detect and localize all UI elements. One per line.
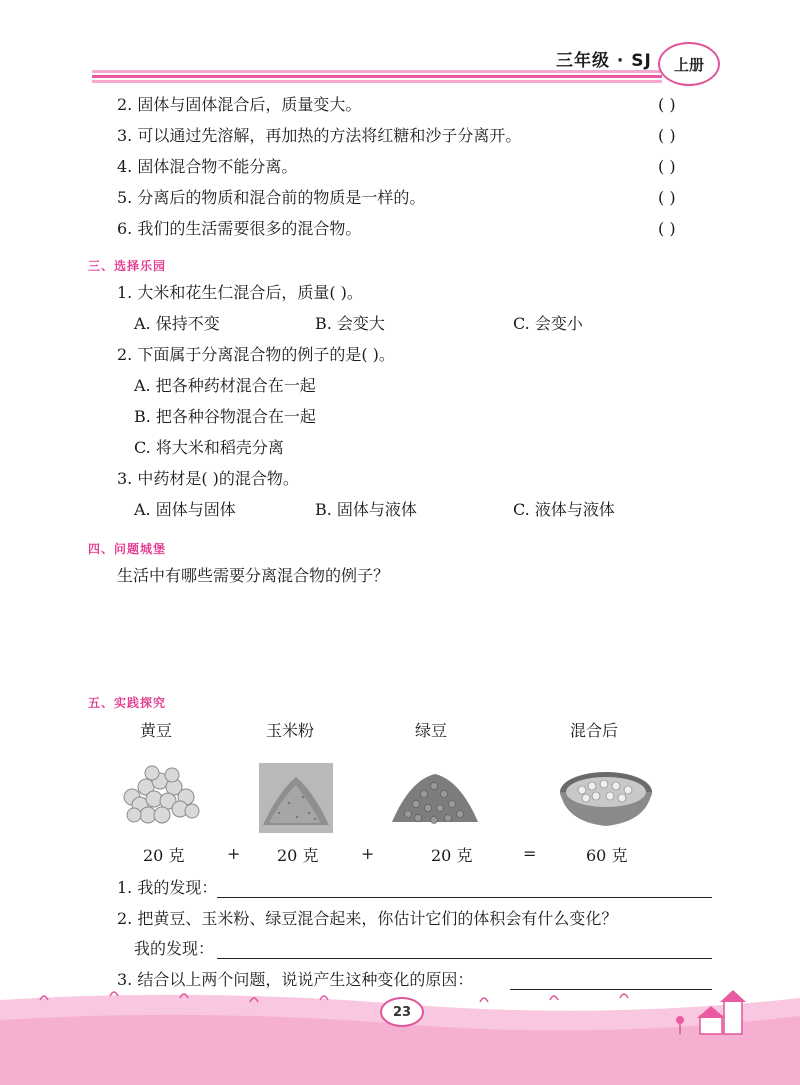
practice-q2: 2. 把黄豆、玉米粉、绿豆混合起来，你估计它们的体积会有什么变化？ — [117, 909, 618, 928]
ingredient-label-mixed: 混合后 — [570, 721, 619, 740]
choice-q1-option-c: C. 会变小 — [513, 314, 583, 333]
judge-item-2: 2. 固体与固体混合后，质量变大。 — [117, 95, 362, 114]
choice-q1-option-b: B. 会变大 — [315, 314, 385, 333]
choice-q3-option-b: B. 固体与液体 — [315, 500, 417, 519]
judge-item-3: 3. 可以通过先溶解，再加热的方法将红糖和沙子分离开。 — [117, 126, 522, 145]
equals-sign: = — [523, 844, 537, 863]
judge-item-4: 4. 固体混合物不能分离。 — [117, 157, 298, 176]
soybean-image — [112, 757, 204, 831]
weight-mixed: 60 克 — [586, 846, 628, 865]
ingredient-label-soybean: 黄豆 — [140, 721, 173, 740]
cornmeal-image — [259, 763, 333, 833]
choice-q2-option-c: C. 将大米和稻壳分离 — [134, 438, 284, 457]
choice-q3-option-a: A. 固体与固体 — [134, 500, 236, 519]
judge-answer-3: ( ) — [658, 126, 676, 145]
weight-mungbean: 20 克 — [431, 846, 473, 865]
answer-line-1[interactable] — [217, 896, 712, 898]
judge-item-5: 5. 分离后的物质和混合前的物质是一样的。 — [117, 188, 426, 207]
choice-q1-option-a: A. 保持不变 — [134, 314, 220, 333]
section-4-title: 四、问题城堡 — [88, 542, 167, 556]
judge-answer-2: ( ) — [658, 95, 676, 114]
weight-cornmeal: 20 克 — [277, 846, 319, 865]
practice-q3: 3. 结合以上两个问题，说说产生这种变化的原因： — [117, 970, 474, 989]
ingredient-label-mungbean: 绿豆 — [415, 721, 448, 740]
practice-q2-answer-label: 我的发现： — [134, 939, 215, 958]
ingredient-label-cornmeal: 玉米粉 — [266, 721, 315, 740]
answer-line-2[interactable] — [217, 957, 712, 959]
mungbean-image — [388, 764, 482, 832]
choice-q3-option-c: C. 液体与液体 — [513, 500, 615, 519]
choice-q3-stem: 3. 中药材是( )的混合物。 — [117, 469, 299, 488]
judge-answer-6: ( ) — [658, 219, 676, 238]
judge-answer-5: ( ) — [658, 188, 676, 207]
choice-q2-option-b: B. 把各种谷物混合在一起 — [134, 407, 316, 426]
grade-label: 三年级 · SJ — [556, 51, 652, 71]
weight-soybean: 20 克 — [143, 846, 185, 865]
plus-sign-1: + — [227, 844, 241, 863]
practice-q1: 1. 我的发现： — [117, 878, 218, 897]
plus-sign-2: + — [361, 844, 375, 863]
volume-badge: 上册 — [658, 42, 720, 86]
choice-q1-stem: 1. 大米和花生仁混合后，质量( )。 — [117, 283, 363, 302]
header-stripe — [92, 70, 662, 84]
page-number: 23 — [380, 997, 424, 1027]
section-4-question: 生活中有哪些需要分离混合物的例子？ — [117, 566, 390, 585]
choice-q2-stem: 2. 下面属于分离混合物的例子的是( )。 — [117, 345, 395, 364]
judge-item-6: 6. 我们的生活需要很多的混合物。 — [117, 219, 362, 238]
section-3-title: 三、选择乐园 — [88, 259, 167, 273]
mixed-bowl-image — [556, 762, 656, 832]
judge-answer-4: ( ) — [658, 157, 676, 176]
choice-q2-option-a: A. 把各种药材混合在一起 — [134, 376, 316, 395]
section-5-title: 五、实践探究 — [88, 696, 167, 710]
